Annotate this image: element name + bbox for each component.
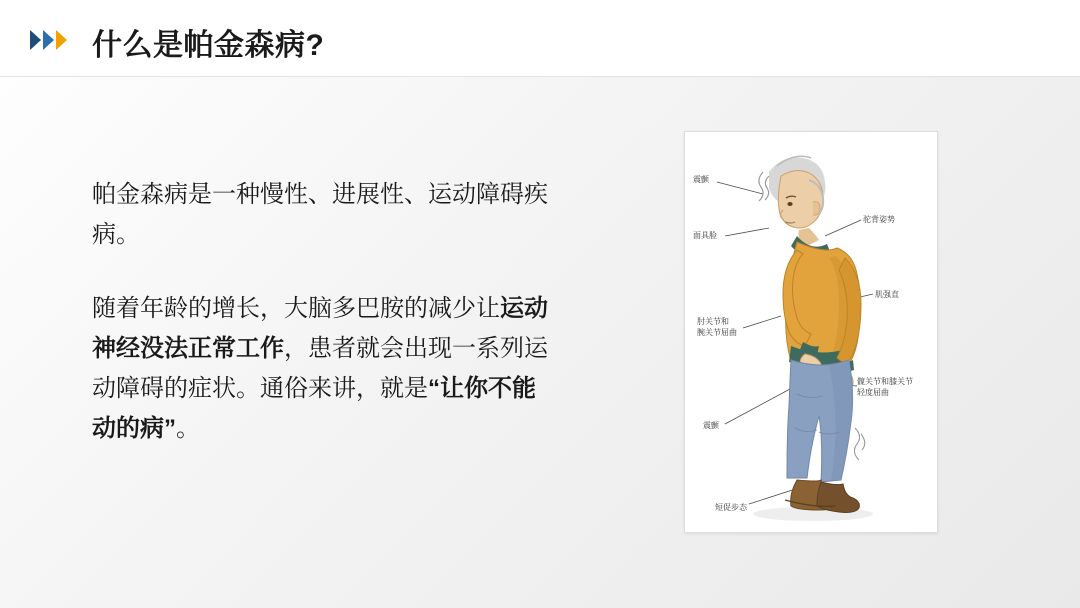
page-title: 什么是帕金森病? <box>92 29 325 62</box>
chevron-right-icon <box>43 30 54 50</box>
label-mask-face: 面具脸 <box>693 231 717 240</box>
chevron-right-icon <box>56 30 67 50</box>
label-tremor-hand: 震颤 <box>703 421 719 430</box>
slide-header <box>0 0 1080 77</box>
label-tremor-head: 震颤 <box>693 175 709 184</box>
label-hip-knee-1: 髋关节和膝关节 <box>857 377 913 386</box>
explanation-bold-2: “让你不能动的病” <box>92 375 536 442</box>
chevron-decoration <box>30 30 67 50</box>
explanation-part-3: 。 <box>176 415 200 442</box>
parkinson-illustration <box>684 131 938 533</box>
paragraph-definition <box>92 175 552 255</box>
label-muscle-rigidity: 肌强直 <box>875 290 899 299</box>
label-stooped-posture: 驼背姿势 <box>863 215 895 224</box>
label-shuffling-gait: 短促步态 <box>715 503 747 512</box>
explanation-bold-1: 运动神经没法正常工作 <box>92 295 548 362</box>
slide-body-text <box>92 175 552 449</box>
explanation-part-2: ，患者就会出现一系列运动障碍的症状。通俗来讲，就是 <box>92 335 548 402</box>
paragraph-explanation <box>92 289 552 449</box>
label-elbow-wrist-1: 肘关节和 <box>697 317 729 326</box>
explanation-part-1: 随着年龄的增长，大脑多巴胺的减少让 <box>92 295 500 322</box>
chevron-right-icon <box>30 30 41 50</box>
label-hip-knee-2: 轻度屈曲 <box>857 388 889 397</box>
paragraph-definition-text: 帕金森病是一种慢性、进展性、运动障碍疾病。 <box>92 181 548 248</box>
label-elbow-wrist-2: 腕关节屈曲 <box>697 328 737 337</box>
